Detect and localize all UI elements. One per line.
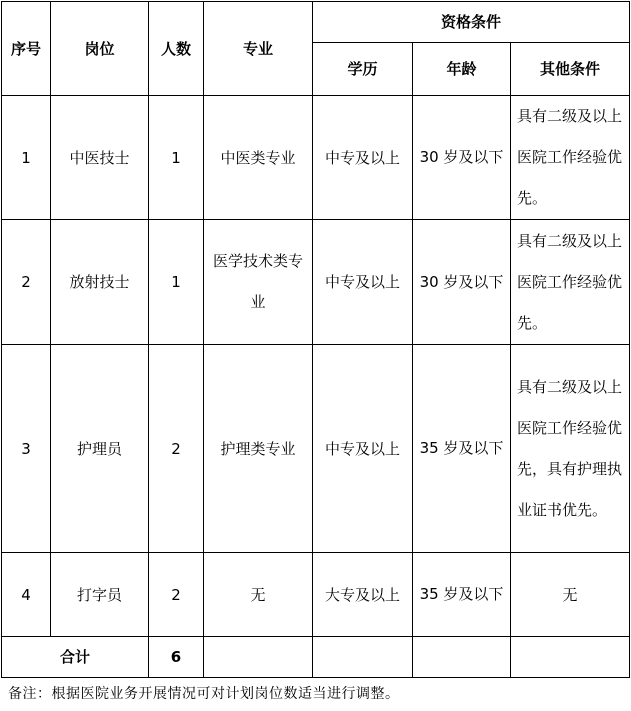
age-text: 35 岁及以下: [419, 585, 504, 603]
table-row: [2, 553, 630, 637]
header-other: 其他条件: [511, 43, 630, 96]
table-row: [2, 345, 630, 553]
other-text: 具有二级及以上医院工作经验优先。: [517, 107, 623, 207]
cell-count: 1: [149, 96, 204, 220]
footnote: 备注：根据医院业务开展情况可对计划岗位数适当进行调整。: [8, 686, 400, 702]
total-empty-other: [511, 637, 630, 678]
cell-seq: 1: [2, 96, 51, 220]
cell-education: 大专及以上: [313, 553, 413, 637]
cell-post: 中医技士: [51, 96, 149, 220]
cell-seq: 4: [2, 553, 51, 637]
header-education: 学历: [313, 43, 413, 96]
cell-age: [413, 96, 511, 220]
cell-major: [204, 220, 313, 345]
total-empty-major: [204, 637, 313, 678]
header-row-1: [2, 2, 630, 43]
age-text: 30 岁及以下: [419, 272, 504, 291]
cell-age: [413, 345, 511, 553]
header-age: 年龄: [413, 43, 511, 96]
major-text: 医学技术类专业: [213, 252, 304, 311]
header-count: 人数: [149, 2, 204, 96]
cell-post: 打字员: [51, 553, 149, 637]
cell-education: 中专及以上: [313, 220, 413, 345]
table-row: [2, 220, 630, 345]
table-row: [2, 96, 630, 220]
cell-major: 护理类专业: [204, 345, 313, 553]
header-qualification: 资格条件: [313, 2, 630, 43]
cell-age: [413, 553, 511, 637]
cell-other: [511, 345, 630, 553]
age-text: 35 岁及以下: [419, 439, 504, 457]
cell-major: 无: [204, 553, 313, 637]
cell-education: 中专及以上: [313, 345, 413, 553]
total-count: 6: [149, 637, 204, 678]
header-post: 岗位: [51, 2, 149, 96]
cell-post: 放射技士: [51, 220, 149, 345]
total-label: 合计: [2, 637, 149, 678]
cell-age: [413, 220, 511, 345]
header-major: 专业: [204, 2, 313, 96]
cell-post: 护理员: [51, 345, 149, 553]
cell-major: 中医类专业: [204, 96, 313, 220]
other-text: 具有二级及以上医院工作经验优先。: [517, 231, 623, 332]
total-empty-education: [313, 637, 413, 678]
age-text: 30 岁及以下: [419, 148, 504, 166]
header-seq: 序号: [2, 2, 51, 96]
cell-other: [511, 96, 630, 220]
total-row: [2, 637, 630, 678]
cell-education: 中专及以上: [313, 96, 413, 220]
cell-other: [511, 220, 630, 345]
cell-count: 1: [149, 220, 204, 345]
cell-count: 2: [149, 345, 204, 553]
cell-seq: 2: [2, 220, 51, 345]
other-text: 具有二级及以上医院工作经验优先，具有护理执业证书优先。: [517, 377, 623, 519]
recruitment-table: [1, 1, 630, 678]
cell-other: 无: [511, 553, 630, 637]
cell-count: 2: [149, 553, 204, 637]
total-empty-age: [413, 637, 511, 678]
cell-seq: 3: [2, 345, 51, 553]
